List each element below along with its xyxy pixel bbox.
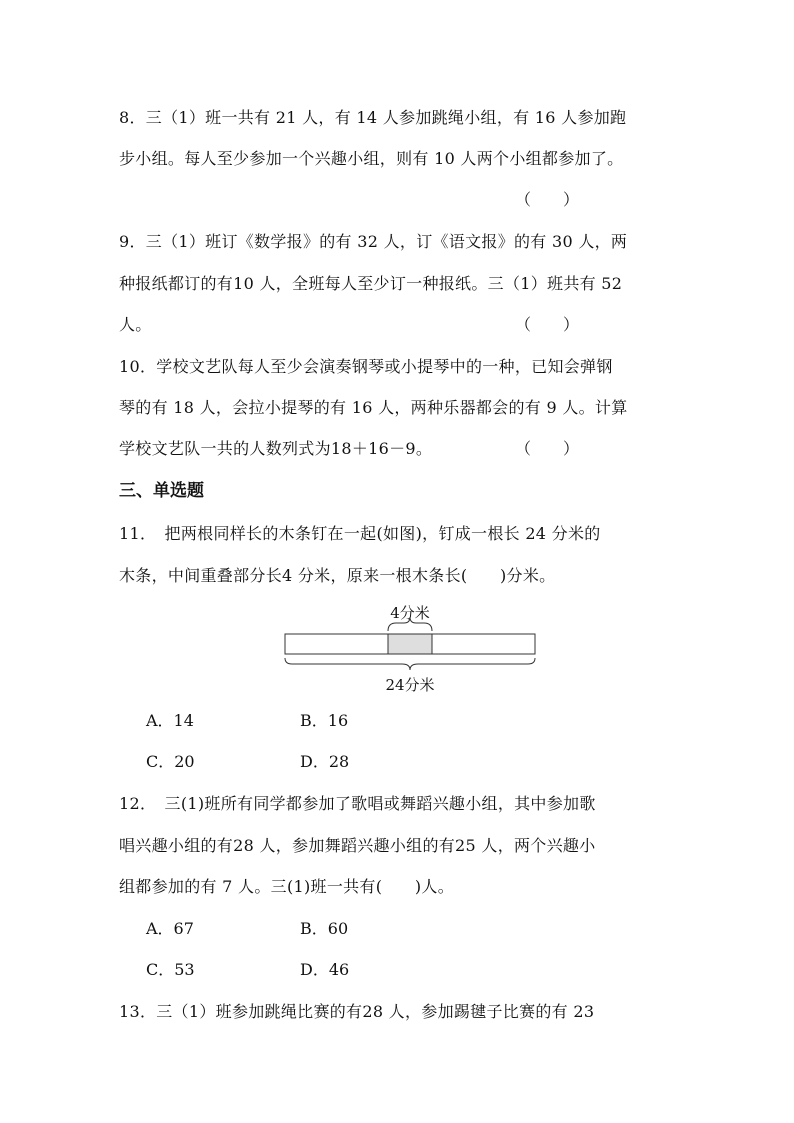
q12-line-1: 12． 三(1)班所有同学都参加了歌唱或舞蹈兴趣小组，其中参加歌 [119,794,596,813]
q10-line-3: 学校文艺队一共的人数列式为18＋16－9。 [119,439,433,458]
q11-option-b: B．16 [300,711,349,730]
q13-line-1: 13．三（1）班参加跳绳比赛的有28 人，参加踢毽子比赛的有 23 [119,1002,595,1021]
q10-line-2: 琴的有 18 人，会拉小提琴的有 16 人，两种乐器都会的有 9 人。计算 [119,398,628,417]
q12-option-b: B．60 [300,919,349,938]
total-label: 24分米 [385,676,435,694]
q8-answer-paren: （ ） [515,190,580,209]
q11-figure [270,598,550,698]
q8-line-2: 步小组。每人至少参加一个兴趣小组，则有 10 人两个小组都参加了。 [119,149,624,168]
q11-option-c: C．20 [146,752,195,771]
q9-line-3: 人。 [119,315,152,334]
overlap-region [388,634,432,654]
total-brace [285,658,535,670]
q10-line-1: 10．学校文艺队每人至少会演奏钢琴或小提琴中的一种，已知会弹钢 [119,357,613,376]
q12-option-c: C．53 [146,960,195,979]
q9-line-1: 9．三（1）班订《数学报》的有 32 人，订《语文报》的有 30 人，两 [119,232,628,251]
q9-answer-paren: （ ） [515,315,580,334]
q10-answer-paren: （ ） [515,439,580,458]
q9-line-2: 种报纸都订的有10 人，全班每人至少订一种报纸。三（1）班共有 52 [119,274,623,293]
q11-option-a: A．14 [146,711,194,730]
q12-line-2: 唱兴趣小组的有28 人，参加舞蹈兴趣小组的有25 人，两个兴趣小 [119,836,596,855]
q11-option-d: D．28 [300,752,350,771]
section-heading-single-choice: 三、单选题 [119,481,204,501]
q8-line-1: 8．三（1）班一共有 21 人，有 14 人参加跳绳小组，有 16 人参加跑 [119,108,627,127]
overlap-label: 4分米 [390,604,430,622]
q11-line-1: 11． 把两根同样长的木条钉在一起(如图)，钉成一根长 24 分米的 [119,524,601,543]
q12-line-3: 组都参加的有 7 人。三(1)班一共有( )人。 [119,877,455,896]
q12-option-a: A．67 [146,919,194,938]
q11-line-2: 木条，中间重叠部分长4 分米，原来一根木条长( )分米。 [119,566,556,585]
q12-option-d: D．46 [300,960,350,979]
